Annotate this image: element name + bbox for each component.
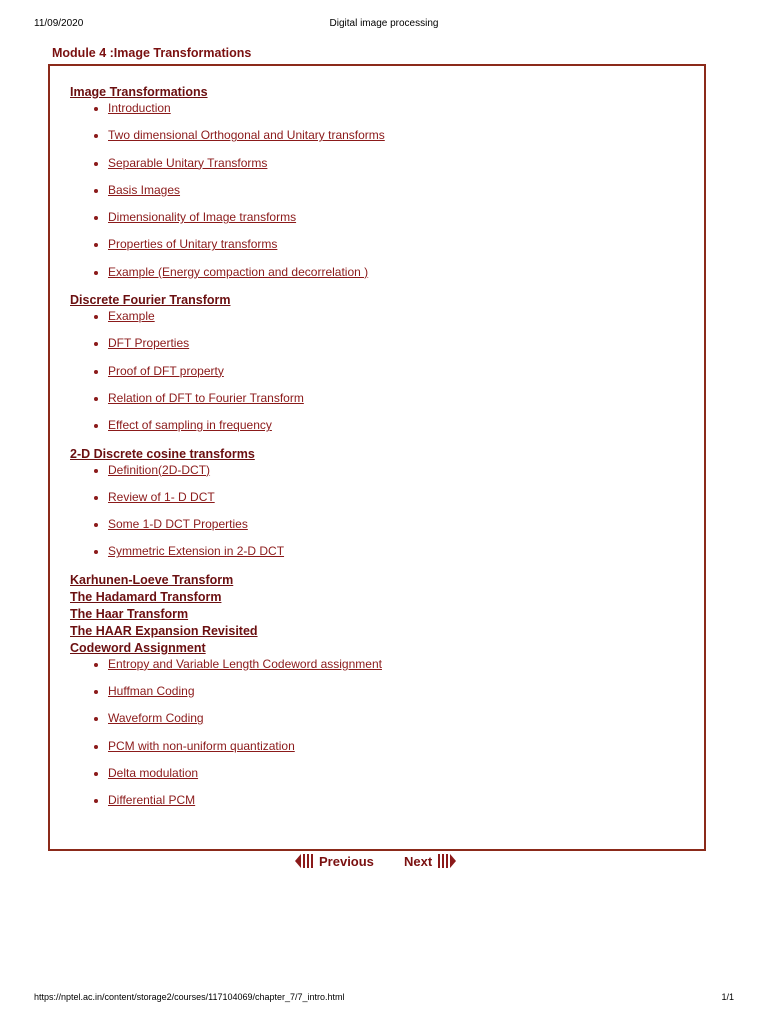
list-item-link[interactable]: Relation of DFT to Fourier Transform [108,390,304,405]
print-header [0,18,768,32]
list-item-link[interactable]: Example [108,309,155,324]
list-item-link[interactable]: Some 1-D DCT Properties [108,517,248,532]
list-item-link[interactable]: Huffman Coding [108,684,195,699]
list-item-link[interactable]: Two dimensional Orthogonal and Unitary transforms [108,128,385,143]
list-item[interactable] [108,101,694,116]
list-item[interactable] [108,336,694,351]
list-item[interactable] [108,265,694,280]
list-item-link[interactable]: Waveform Coding [108,711,204,726]
print-title: Digital image processing [329,18,439,29]
section-heading-dft[interactable]: Discrete Fourier Transform [70,293,231,308]
contents-list [70,84,694,821]
list-item-link[interactable]: PCM with non-uniform quantization [108,738,295,753]
section-heading-klt[interactable]: Karhunen-Loeve Transform [70,572,234,587]
section-items [70,463,694,560]
list-item[interactable] [108,309,694,324]
list-item-link[interactable]: Delta modulation [108,765,199,780]
module-title: Module 4 :Image Transformations [52,46,252,60]
list-item-link[interactable]: Entropy and Variable Length Codeword assignment [108,656,382,671]
list-item[interactable] [108,391,694,406]
list-item[interactable] [108,684,694,699]
page-navigation [0,852,768,872]
list-item[interactable] [108,463,694,478]
list-item-link[interactable]: Review of 1- D DCT [108,489,215,504]
list-item[interactable] [108,739,694,754]
list-item-link[interactable]: Properties of Unitary transforms [108,237,278,252]
contents-frame [48,64,706,851]
section-heading-image-transformations[interactable]: Image Transformations [70,85,208,99]
list-item-link[interactable]: Separable Unitary Transforms [108,155,268,170]
list-item[interactable] [108,766,694,781]
list-item-link[interactable]: Introduction [108,101,171,115]
list-item[interactable] [108,210,694,225]
arrow-left-icon [295,852,315,870]
list-item[interactable] [108,490,694,505]
section-heading-haar-revisited[interactable]: The HAAR Expansion Revisited [70,623,258,638]
list-item-link[interactable]: Symmetric Extension in 2-D DCT [108,544,285,559]
list-item[interactable] [108,711,694,726]
print-page-number: 1/1 [721,992,734,1002]
list-item[interactable] [108,128,694,143]
list-item-link[interactable]: Effect of sampling in frequency [108,418,272,433]
section-heading-hadamard[interactable]: The Hadamard Transform [70,589,222,604]
list-item[interactable] [108,657,694,672]
list-item[interactable] [108,544,694,559]
list-item-link[interactable]: DFT Properties [108,336,190,351]
previous-label: Previous [319,853,374,869]
section-heading-codeword[interactable]: Codeword Assignment [70,640,206,655]
print-date: 11/09/2020 [34,18,84,29]
section-items [70,309,694,433]
arrow-right-icon [436,852,456,870]
list-item[interactable] [108,156,694,171]
list-item-link[interactable]: Dimensionality of Image transforms [108,210,297,225]
section-heading-haar[interactable]: The Haar Transform [70,606,189,621]
section-items [70,657,694,808]
list-item[interactable] [108,364,694,379]
list-item[interactable] [108,517,694,532]
print-footer [0,992,768,1006]
list-item-link[interactable]: Proof of DFT property [108,363,224,378]
list-item-link[interactable]: Example (Energy compaction and decorrelation ) [108,264,369,279]
list-item[interactable] [108,183,694,198]
list-item-link[interactable]: Differential PCM [108,793,196,808]
print-url: https://nptel.ac.in/content/storage2/courses/117104069/chapter_7/7_intro.html [34,992,345,1002]
list-item[interactable] [108,418,694,433]
list-item[interactable] [108,793,694,808]
section-heading-dct[interactable]: 2-D Discrete cosine transforms [70,446,255,461]
list-item-link[interactable]: Basis Images [108,182,181,197]
section-items [70,101,694,280]
next-button[interactable] [404,852,456,870]
next-label: Next [404,853,433,869]
list-item-link[interactable]: Definition(2D-DCT) [108,462,211,477]
previous-button[interactable] [295,852,374,870]
list-item[interactable] [108,237,694,252]
